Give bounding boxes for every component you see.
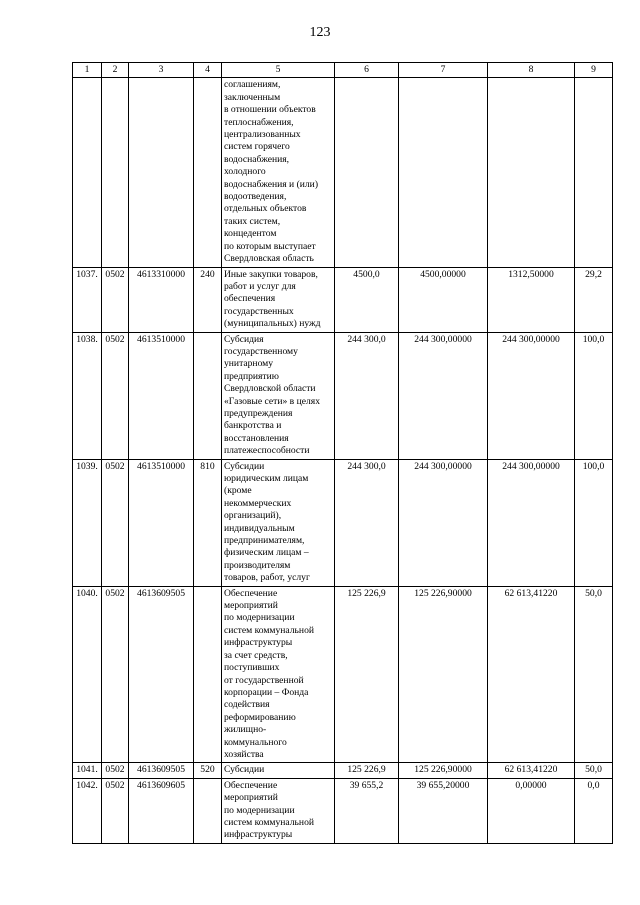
col-header-6: 6 <box>335 63 399 78</box>
row-description: Обеспечение мероприятий по модернизации систем коммунальной инфраструктуры <box>222 778 335 843</box>
value-col-7: 125 226,90000 <box>399 586 488 763</box>
value-col-6: 244 300,0 <box>335 332 399 459</box>
value-col-9: 0,0 <box>575 778 613 843</box>
value-col-6: 39 655,2 <box>335 778 399 843</box>
col-header-7: 7 <box>399 63 488 78</box>
budget-table <box>72 62 613 844</box>
row-number: 1037. <box>73 267 102 332</box>
value-col-9: 100,0 <box>575 459 613 586</box>
section-code: 0502 <box>102 332 129 459</box>
table-row <box>73 267 613 332</box>
row-description: соглашениям, заключенным в отношении объектов теплоснабжения, централизованных систем горячего водоснабжения, холодного водоснабжения и (или) водоотведения, отдельных объектов таких систем, концедентом по которым выступает Свердловская область <box>222 78 335 267</box>
value-col-8: 244 300,00000 <box>488 459 575 586</box>
value-col-8 <box>488 78 575 267</box>
target-code <box>129 78 194 267</box>
value-col-7: 125 226,90000 <box>399 763 488 778</box>
section-code: 0502 <box>102 763 129 778</box>
value-col-6: 244 300,0 <box>335 459 399 586</box>
col-header-1: 1 <box>73 63 102 78</box>
table-row <box>73 332 613 459</box>
row-description: Субсидии юридическим лицам (кроме некоммерческих организаций), индивидуальным предпринимателям, физическим лицам – производителям товаров, работ, услуг <box>222 459 335 586</box>
value-col-9: 100,0 <box>575 332 613 459</box>
col-header-4: 4 <box>194 63 222 78</box>
expense-type-code: 810 <box>194 459 222 586</box>
value-col-6 <box>335 78 399 267</box>
table-row <box>73 763 613 778</box>
expense-type-code: 520 <box>194 763 222 778</box>
table-row <box>73 78 613 267</box>
row-description: Субсидии <box>222 763 335 778</box>
value-col-7: 244 300,00000 <box>399 459 488 586</box>
row-description: Субсидия государственному унитарному предприятию Свердловской области «Газовые сети» в целях предупреждения банкротства и восстановления платежеспособности <box>222 332 335 459</box>
value-col-6: 4500,0 <box>335 267 399 332</box>
value-col-7: 244 300,00000 <box>399 332 488 459</box>
row-description: Иные закупки товаров, работ и услуг для обеспечения государственных (муниципальных) нужд <box>222 267 335 332</box>
row-number: 1039. <box>73 459 102 586</box>
row-number: 1042. <box>73 778 102 843</box>
section-code: 0502 <box>102 267 129 332</box>
target-code: 4613609605 <box>129 778 194 843</box>
value-col-8: 244 300,00000 <box>488 332 575 459</box>
expense-type-code <box>194 778 222 843</box>
value-col-8: 62 613,41220 <box>488 763 575 778</box>
table-row <box>73 778 613 843</box>
value-col-7: 4500,00000 <box>399 267 488 332</box>
expense-type-code <box>194 332 222 459</box>
value-col-9 <box>575 78 613 267</box>
expense-type-code: 240 <box>194 267 222 332</box>
value-col-9: 50,0 <box>575 586 613 763</box>
expense-type-code <box>194 78 222 267</box>
col-header-9: 9 <box>575 63 613 78</box>
value-col-7: 39 655,20000 <box>399 778 488 843</box>
target-code: 4613510000 <box>129 332 194 459</box>
header-row <box>73 63 613 78</box>
col-header-2: 2 <box>102 63 129 78</box>
row-number: 1041. <box>73 763 102 778</box>
page-number: 123 <box>309 25 331 40</box>
value-col-8: 0,00000 <box>488 778 575 843</box>
value-col-7 <box>399 78 488 267</box>
col-header-8: 8 <box>488 63 575 78</box>
section-code: 0502 <box>102 459 129 586</box>
value-col-8: 62 613,41220 <box>488 586 575 763</box>
section-code: 0502 <box>102 778 129 843</box>
table-row <box>73 586 613 763</box>
target-code: 4613510000 <box>129 459 194 586</box>
target-code: 4613310000 <box>129 267 194 332</box>
target-code: 4613609505 <box>129 586 194 763</box>
section-code <box>102 78 129 267</box>
row-number: 1040. <box>73 586 102 763</box>
expense-type-code <box>194 586 222 763</box>
col-header-3: 3 <box>129 63 194 78</box>
section-code: 0502 <box>102 586 129 763</box>
value-col-6: 125 226,9 <box>335 763 399 778</box>
row-number: 1038. <box>73 332 102 459</box>
col-header-5: 5 <box>222 63 335 78</box>
value-col-9: 50,0 <box>575 763 613 778</box>
value-col-6: 125 226,9 <box>335 586 399 763</box>
row-number <box>73 78 102 267</box>
target-code: 4613609505 <box>129 763 194 778</box>
table-row <box>73 459 613 586</box>
value-col-8: 1312,50000 <box>488 267 575 332</box>
value-col-9: 29,2 <box>575 267 613 332</box>
row-description: Обеспечение мероприятий по модернизации систем коммунальной инфраструктуры за счет средств, поступивших от государственной корпорации – Фонда содействия реформированию жилищно- коммунального хозяйства <box>222 586 335 763</box>
